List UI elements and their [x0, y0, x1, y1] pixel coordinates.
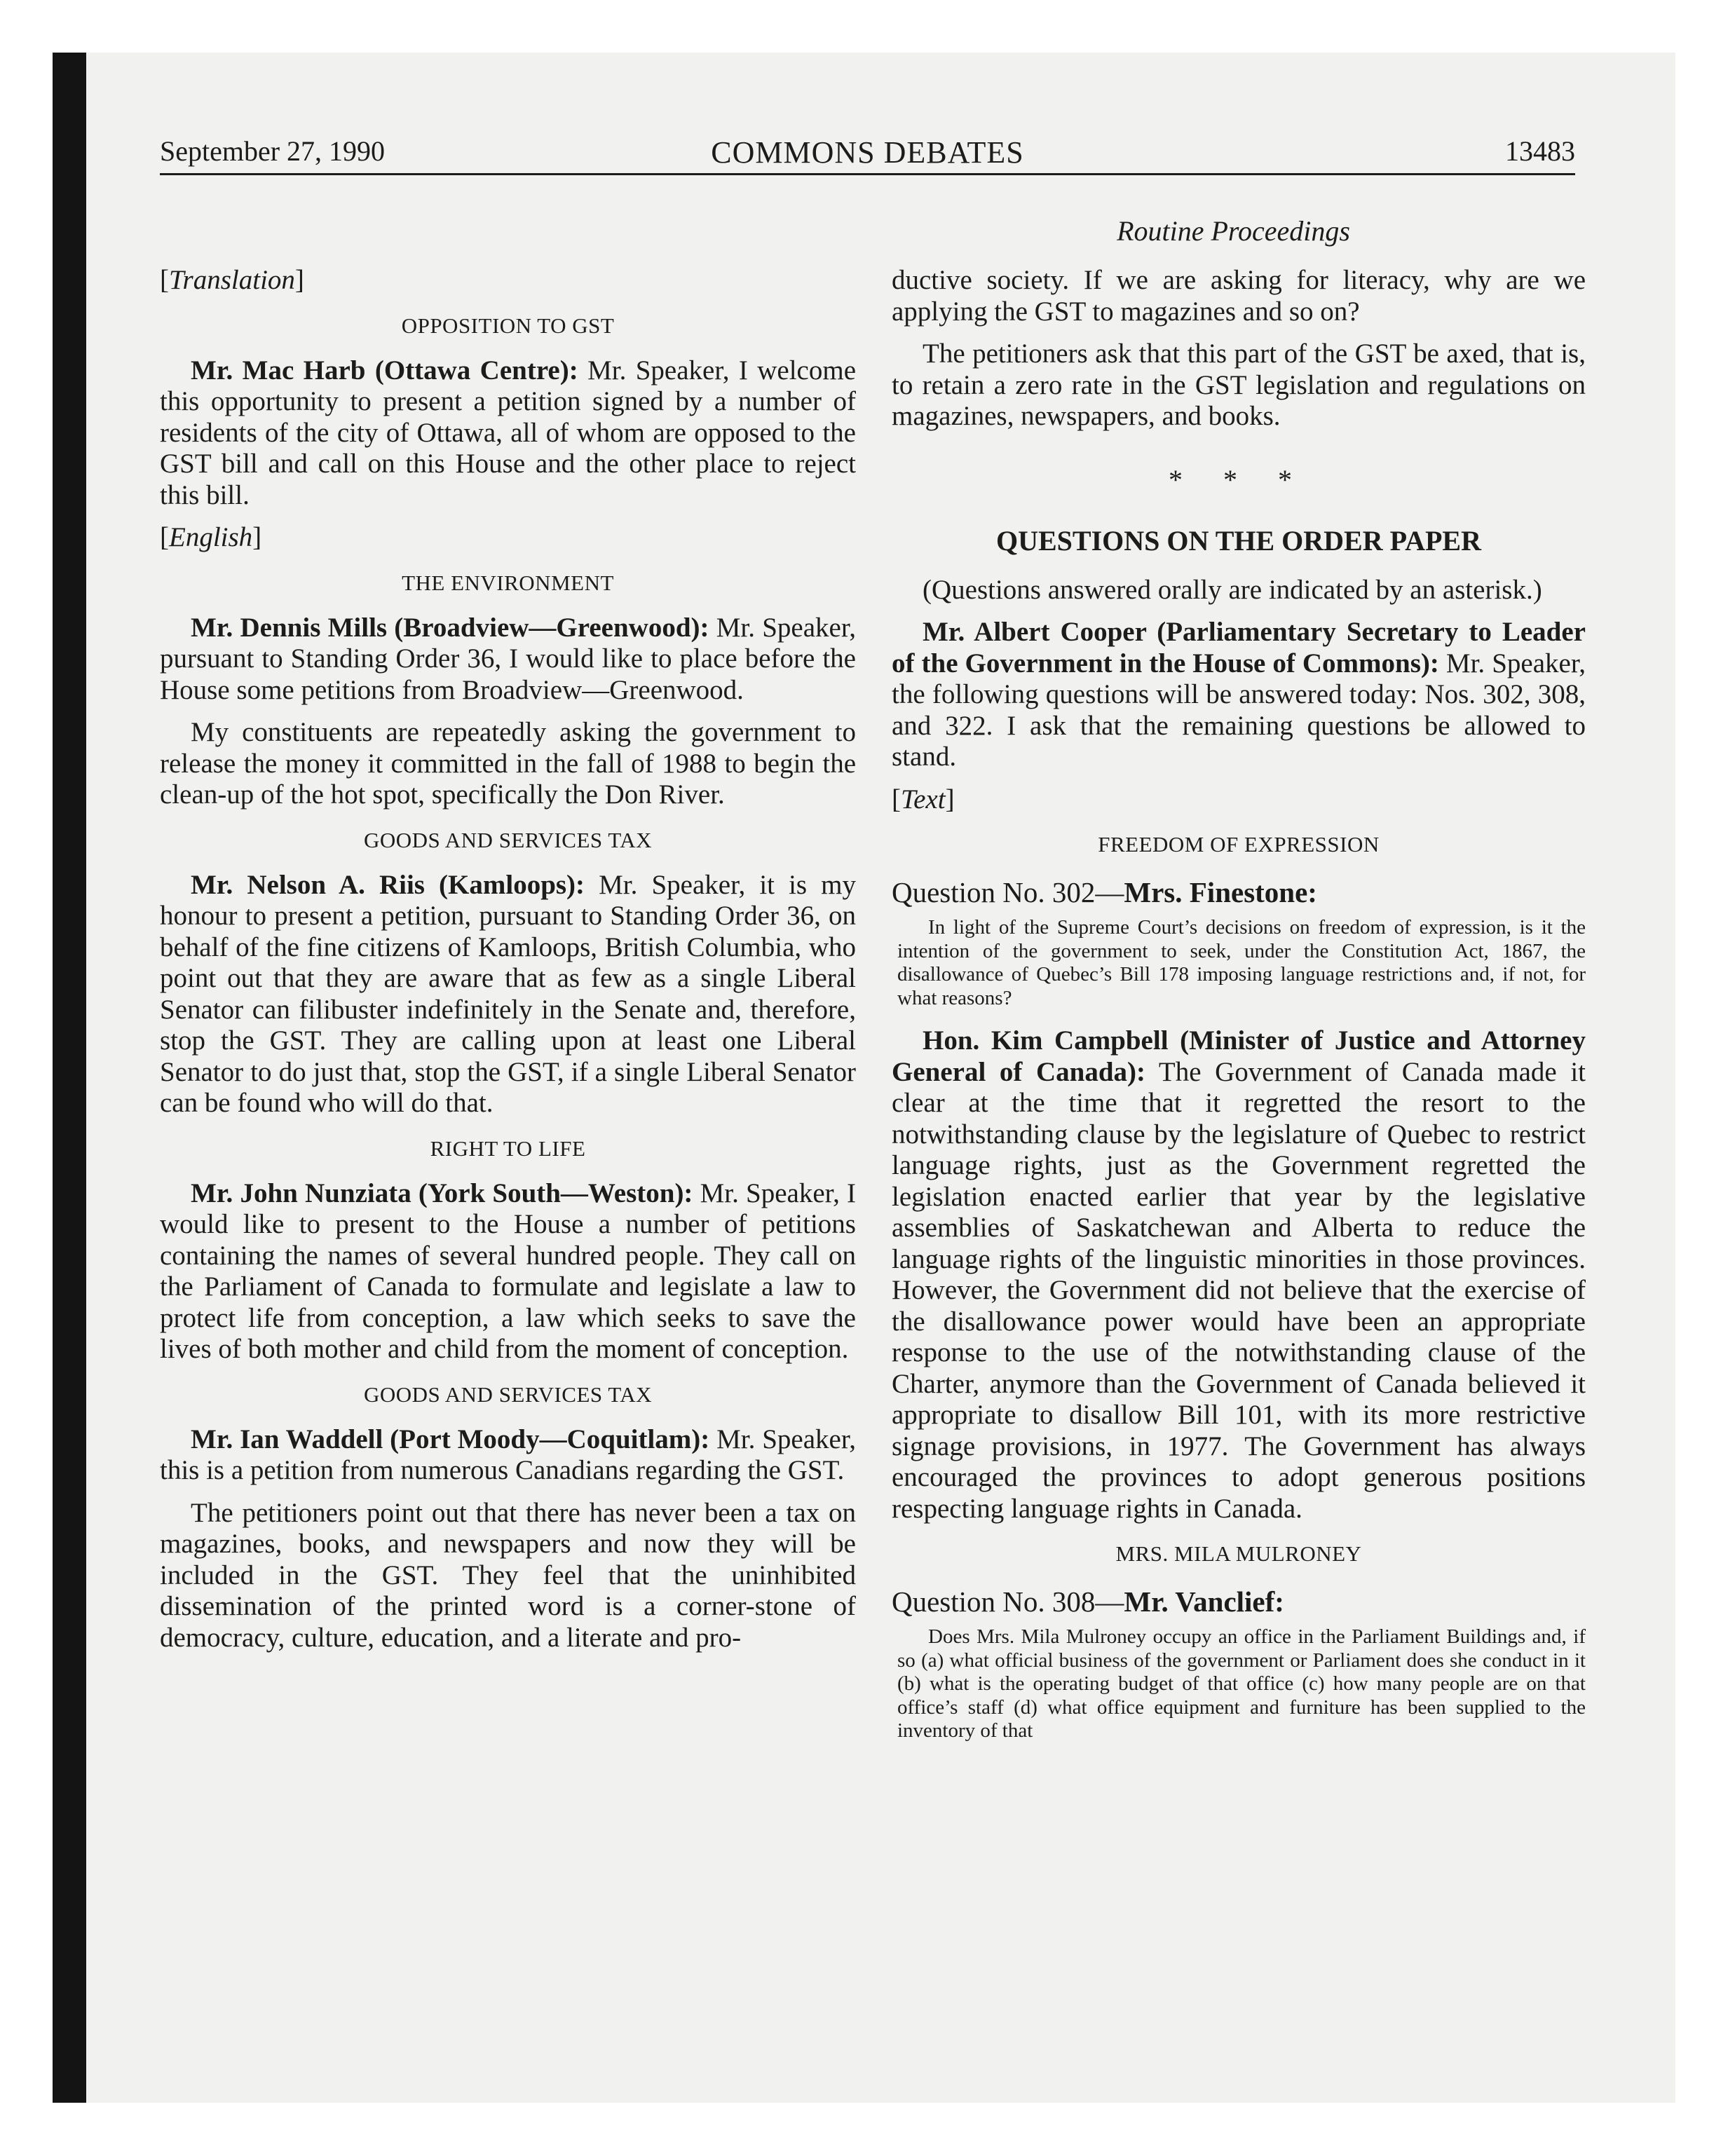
- questioner-name: Mr. Vanclief:: [1124, 1585, 1284, 1618]
- paragraph: The petitioners ask that this part of the GST be axed, that is, to retain a zero rate in the GST legislation and regulations on magazines, newspapers, and books.: [892, 339, 1586, 431]
- page-header: [160, 135, 1575, 174]
- speaker-name: Hon. Kim Campbell (Minister of Justice and Attorney General of Canada):: [892, 1025, 1586, 1087]
- binding-shadow: [53, 53, 86, 2103]
- section-heading: RIGHT TO LIFE: [430, 1135, 586, 1161]
- question-title: Question No. 302—Mrs. Finestone:: [892, 876, 1317, 908]
- paragraph: Hon. Kim Campbell (Minister of Justice and Attorney General of Canada): The Government of Canada made it clear at the time that it regretted the resort to the notwithstanding clause by the legislature of Quebec to restrict language rights, just as the Government regretted the legislation enacted earlier that year by the legislative assemblies of Saskatchewan and Alberta to reduce the language rights of the linguistic minorities in those provinces. However, the Government did not believe that the exercise of the disallowance power would have been an appropriate response to the use of the notwithstanding clause of the Charter, anymore than the Government of Canada believed it appropriate to disallow Bill 101, with its more restrictive signage provisions, in 1977. The Government has always encouraged the provinces to adopt generous positions respecting language rights in Canada.: [892, 1025, 1586, 1524]
- questions-heading: QUESTIONS ON THE ORDER PAPER: [996, 524, 1481, 557]
- questioner-name: Mrs. Finestone:: [1124, 876, 1317, 908]
- section-heading: MRS. MILA MULRONEY: [1115, 1541, 1362, 1566]
- translation-tag: [Translation]: [160, 265, 304, 295]
- paragraph: Mr. Nelson A. Riis (Kamloops): Mr. Speaker, it is my honour to present a petition, pursuant to Standing Order 36, on behalf of the fine citizens of Kamloops, British Columbia, who point out that they are aware that as few as a single Liberal Senator can filibuster indefinitely in the Senate and, therefore, stop the GST. They are calling upon at least one Liberal Senator to do just that, stop the GST, if a single Liberal Senator can be found who will do that.: [160, 869, 857, 1118]
- question-text: In light of the Supreme Court’s decisions on freedom of expression, is it the intention of the government to seek, under the Constitution Act, 1867, the disallowance of Quebec’s Bill 178 imposing language restrictions and, if not, for what reasons?: [897, 916, 1586, 1009]
- paragraph: The petitioners point out that there has never been a tax on magazines, books, and newspapers and now they will be included in the GST. They feel that the uninhibited dissemination of the printed word is a corner-stone of democracy, culture, education, and a literate and pro-: [160, 1497, 856, 1653]
- english-tag: [English]: [160, 522, 262, 552]
- paragraph: Mr. John Nunziata (York South—Weston): Mr. Speaker, I would like to present to the House a number of petitions containing the names of several hundred people. They call on the Parliament of Canada to formulate and legislate a law to protect life from conception, a law which seeks to save the lives of both mother and child from the moment of conception.: [160, 1178, 856, 1364]
- note: (Questions answered orally are indicated by an asterisk.): [923, 574, 1542, 605]
- section-heading: GOODS AND SERVICES TAX: [363, 827, 653, 852]
- header-title: COMMONS DEBATES: [711, 135, 1024, 170]
- question-text: Does Mrs. Mila Mulroney occupy an office in the Parliament Buildings and, if so (a) what official business of the government or Parliament does she conduct in it (b) what is the operating budget of that office (c) how many people are on that office’s staff (d) what office equipment and furniture has been supplied to the inventory of that: [897, 1625, 1586, 1742]
- speaker-name: Mr. Albert Cooper (Parliamentary Secretary to Leader of the Government in the House of Commons):: [892, 617, 1586, 678]
- section-heading: THE ENVIRONMENT: [402, 570, 614, 595]
- right-column: [892, 255, 1586, 1759]
- speaker-name: Mr. Mac Harb (Ottawa Centre):: [191, 355, 578, 386]
- section-break-stars: * * *: [1169, 463, 1309, 496]
- paragraph: My constituents are repeatedly asking the government to release the money it committed in the fall of 1988 to begin the clean-up of the hot spot, specifically the Don River.: [160, 717, 856, 810]
- text-tag: [Text]: [892, 784, 955, 814]
- section-heading: OPPOSITION TO GST: [401, 313, 615, 338]
- paragraph: Mr. Ian Waddell (Port Moody—Coquitlam): Mr. Speaker, this is a petition from numerous Canadians regarding the GST.: [160, 1424, 857, 1485]
- section-heading: GOODS AND SERVICES TAX: [363, 1381, 653, 1407]
- speaker-name: Mr. Dennis Mills (Broadview—Greenwood):: [191, 612, 709, 643]
- running-head: Routine Proceedings: [1117, 215, 1350, 247]
- page-number: 13483: [1505, 135, 1575, 167]
- paragraph: Mr. Albert Cooper (Parliamentary Secretary to Leader of the Government in the House of Commons): Mr. Speaker, the following questions will be answered today: Nos. 302, 308, and 322. I ask that the remaining questions be allowed to stand.: [892, 617, 1586, 772]
- paragraph: ductive society. If we are asking for literacy, why are we applying the GST to magazines and so on?: [892, 265, 1586, 327]
- question-title: Question No. 308—Mr. Vanclief:: [892, 1585, 1284, 1618]
- header-date: September 27, 1990: [160, 135, 386, 167]
- paragraph: Mr. Mac Harb (Ottawa Centre): Mr. Speaker, I welcome this opportunity to present a petition signed by a number of residents of the city of Ottawa, all of whom are opposed to the GST bill and call on this House and the other place to reject this bill.: [160, 355, 856, 510]
- speaker-name: Mr. Ian Waddell (Port Moody—Coquitlam):: [191, 1424, 710, 1454]
- paragraph: Mr. Dennis Mills (Broadview—Greenwood): Mr. Speaker, pursuant to Standing Order 36, I would like to place before the House some petitions from Broadview—Greenwood.: [160, 612, 856, 705]
- section-heading: FREEDOM OF EXPRESSION: [1098, 832, 1380, 857]
- header-rule: [160, 173, 1575, 175]
- left-column: [160, 255, 856, 1665]
- speaker-name: Mr. John Nunziata (York South—Weston):: [191, 1178, 693, 1208]
- speaker-name: Mr. Nelson A. Riis (Kamloops):: [191, 869, 585, 900]
